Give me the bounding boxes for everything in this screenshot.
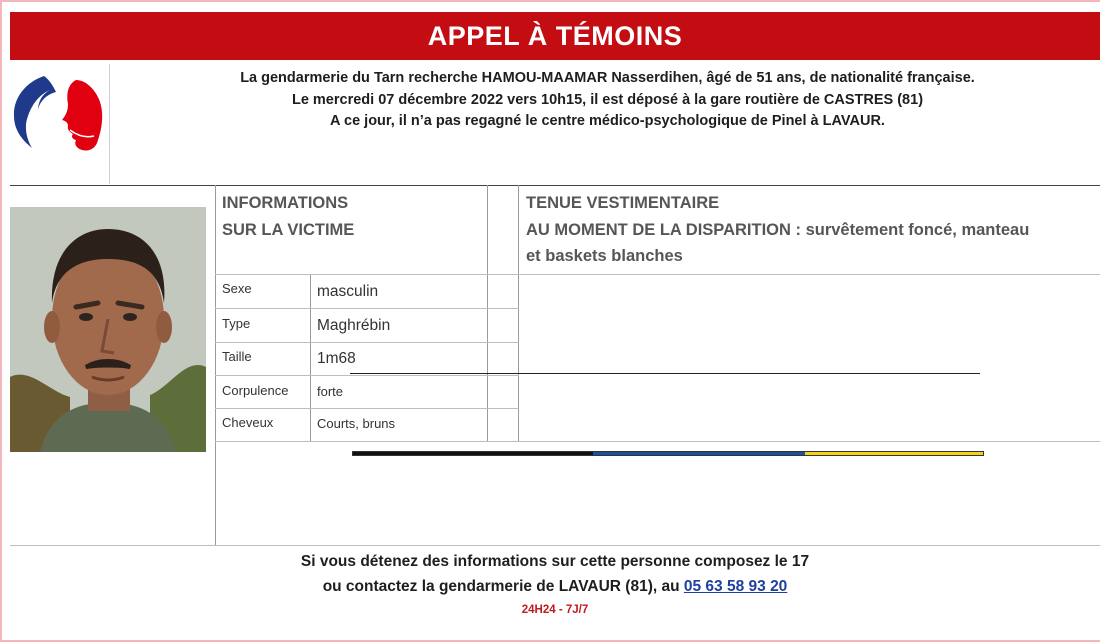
marianne-red-shape — [62, 80, 102, 151]
intro-line-1: La gendarmerie du Tarn recherche HAMOU-MAAMAR Nasserdihen, âgé de 51 ans, de nationalité française. — [240, 70, 975, 86]
field-value-type: Maghrébin — [317, 317, 391, 334]
field-label-sexe: Sexe — [222, 281, 252, 296]
row-line-2 — [215, 308, 519, 309]
page-title: APPEL À TÉMOINS — [427, 20, 683, 51]
divider-col-3 — [518, 185, 519, 441]
marianne-blue-shape — [14, 76, 56, 148]
row-line-5 — [215, 408, 519, 409]
victim-info-title — [222, 190, 354, 244]
hours-text: 24H24 - 7J/7 — [521, 604, 589, 616]
phone-link[interactable]: 05 63 58 93 20 — [683, 578, 788, 595]
row-line-4 — [215, 375, 519, 376]
row-line-1 — [215, 274, 1100, 275]
clothing-section — [526, 190, 1029, 268]
contact-line-2 — [10, 578, 1100, 596]
tricolor-stripe — [352, 451, 984, 456]
victim-info-title-line-2: SUR LA VICTIME — [222, 221, 355, 239]
title-banner — [10, 12, 1100, 60]
divider-bottom — [10, 545, 1100, 546]
intro-line-2: Le mercredi 07 décembre 2022 vers 10h15, il est déposé à la gare routière de CASTRES (81) — [291, 91, 924, 108]
contact-line-2-text: ou contactez la gendarmerie de LAVAUR (81), au — [322, 578, 680, 595]
row-line-6 — [215, 441, 1100, 442]
missing-person-photo — [10, 207, 206, 452]
stripe-yellow — [805, 452, 983, 455]
divider-top — [10, 185, 1100, 186]
divider-left — [215, 185, 216, 545]
contact-line-1: Si vous détenez des informations sur cette personne composez le 17 — [300, 553, 810, 570]
logo-box — [10, 64, 110, 184]
divider-col-1 — [310, 274, 311, 441]
row-line-3 — [215, 342, 519, 343]
underline-stroke — [350, 373, 980, 374]
clothing-title: TENUE VESTIMENTAIRE — [526, 194, 720, 212]
field-label-corpulence: Corpulence — [222, 383, 289, 398]
intro-text — [115, 68, 1100, 133]
field-value-sexe: masculin — [317, 283, 379, 300]
clothing-line-2: AU MOMENT DE LA DISPARITION : survêtement foncé, manteau — [526, 221, 1030, 239]
stripe-black — [353, 452, 593, 455]
clothing-line-3: et baskets blanches — [526, 247, 683, 265]
field-value-taille: 1m68 — [317, 350, 356, 367]
field-label-type: Type — [222, 316, 251, 331]
stripe-blue — [593, 452, 805, 455]
victim-info-title-line-1: INFORMATIONS — [222, 194, 349, 212]
field-value-cheveux: Courts, bruns — [317, 416, 396, 431]
intro-line-3: A ce jour, il n’a pas regagné le centre médico-psychologique de Pinel à LAVAUR. — [330, 113, 885, 129]
marianne-logo — [10, 64, 110, 184]
field-label-cheveux: Cheveux — [222, 415, 274, 430]
field-value-corpulence: forte — [317, 384, 344, 399]
divider-col-2 — [487, 185, 488, 441]
field-label-taille: Taille — [222, 349, 252, 364]
